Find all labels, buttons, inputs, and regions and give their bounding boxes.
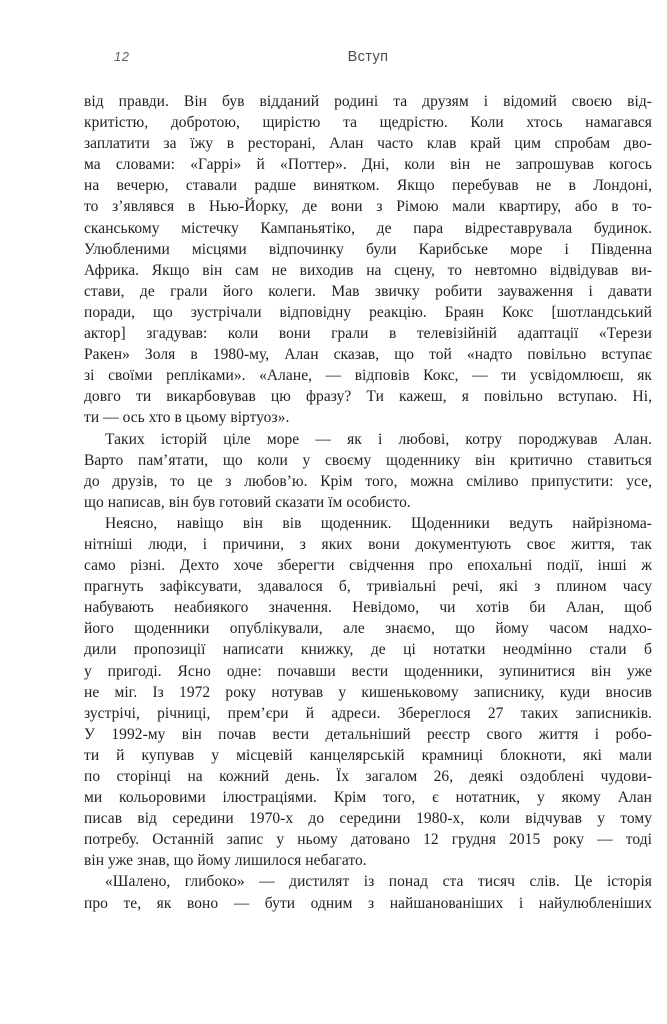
text-line: зі своїми репліками». «Алане, — відповів Кокс, — ти усвідомлюєш, як <box>84 367 652 385</box>
text-line: на вечерю, ставали радше винятком. Якщо перебував не в Лондоні, <box>84 177 652 195</box>
running-header-title: Вступ <box>347 49 389 65</box>
text-line: Неясно, навіщо він вів щоденник. Щоденники ведуть найрізнома- <box>105 514 652 532</box>
text-line: у пригоді. Ясно одне: почавши вести щоденники, зупинитися він уже <box>84 662 652 680</box>
text-line: само різні. Дехто хоче зберегти свідчення про епохальні події, інші ж <box>84 557 652 575</box>
text-line: до друзів, то це з любов’ю. Крім того, можна сміливо припустити: усе, <box>84 472 652 490</box>
text-line: набувають неабиякого значення. Невідомо, чи хотів би Алан, щоб <box>84 599 652 617</box>
text-line: Африка. Якщо він сам не виходив на сцену, то невтомно відвідував ви- <box>84 261 652 279</box>
text-line: «Шалено, глибоко» — дистилят із понад ста тисяч слів. Це історія <box>105 873 652 891</box>
text-line: стави, де грали його колеги. Мав звичку робити зауваження і давати <box>84 282 652 300</box>
text-line: по сторінці на кожний день. Їх загалом 26, деякі оздоблені чудови- <box>84 768 652 785</box>
text-line: то з’являвся в Нью-Йорку, де вони з Рімою мали квартиру, або в то- <box>84 198 652 216</box>
text-line: Варто пам’ятати, що коли у своєму щоденнику він критично ставиться <box>84 451 652 469</box>
text-line: критістю, добротою, щирістю та щедрістю. Коли хтось намагався <box>84 114 652 132</box>
text-line: Таких історій ціле море — як і любові, котру породжував Алан. <box>105 430 652 448</box>
text-line: дили пропозиції написати книжку, де ці нотатки неодмінно стали б <box>84 641 652 659</box>
text-line: не міг. Із 1972 року нотував у кишеньковому записнику, куди вносив <box>84 683 652 701</box>
text-line: що написав, він був готовий сказати їм особисто. <box>84 493 411 511</box>
text-line: його щоденники опублікували, але знаємо, що йому часом надхо- <box>84 620 652 638</box>
text-line: ма словами: «Гаррі» й «Поттер». Дні, коли він не запрошував когось <box>84 156 652 174</box>
text-line: ти — ось хто в цьому віртуоз». <box>84 409 290 427</box>
text-line: ми кольоровими ілюстраціями. Крім того, є нотатник, у якому Алан <box>84 789 652 807</box>
text-line: прагнуть зафіксувати, здавалося б, тривіальні речі, які з плином часу <box>84 578 652 596</box>
text-line: потребу. Останній запис у ньому датовано 12 грудня 2015 року — тоді <box>84 831 652 849</box>
text-line: ти й купував у місцевій канцелярській крамниці блокноти, які мали <box>84 746 652 764</box>
text-line: заплатити за їжу в ресторані, Алан часто клав край цим спробам дво- <box>84 135 652 153</box>
text-line: писав від середини 1970-х до середини 1980-х, коли відчував у тому <box>84 810 652 828</box>
running-header <box>84 49 652 65</box>
text-line: Улюбленими місцями відпочинку були Карибське море і Південна <box>84 240 652 258</box>
text-line: він уже знав, що йому лишилося небагато. <box>84 852 367 870</box>
text-line: сканському містечку Кампаньятіко, де пара відреставрувала будинок. <box>84 219 652 237</box>
text-line: нітніші люди, і причини, з яких вони документують своє життя, так <box>84 535 652 553</box>
body-text-block <box>84 91 652 914</box>
text-line: від правди. Він був відданий родині та друзям і відомий своєю від- <box>84 93 652 110</box>
text-line: Ракен» Золя в 1980-му, Алан сказав, що той «надто повільно вступає <box>84 346 652 364</box>
page-number: 12 <box>114 49 130 64</box>
text-line: У 1992-му він почав вести детальніший реєстр свого життя і робо- <box>84 725 652 743</box>
text-line: актор] згадував: коли вони грали в телевізійній адаптації «Терези <box>84 325 652 343</box>
text-line: зустрічі, річниці, прем’єри й адреси. Збереглося 27 таких записників. <box>84 704 652 722</box>
text-line: про те, як воно — бути одним з найшанованіших і найулюбленіших <box>84 894 652 912</box>
text-line: довго ти викарбовував цю фразу? Ти кажеш, я повільно вступаю. Ні, <box>84 388 652 406</box>
text-line: поради, що зустрічали відповідну реакцію. Браян Кокс [шотландський <box>84 303 652 321</box>
